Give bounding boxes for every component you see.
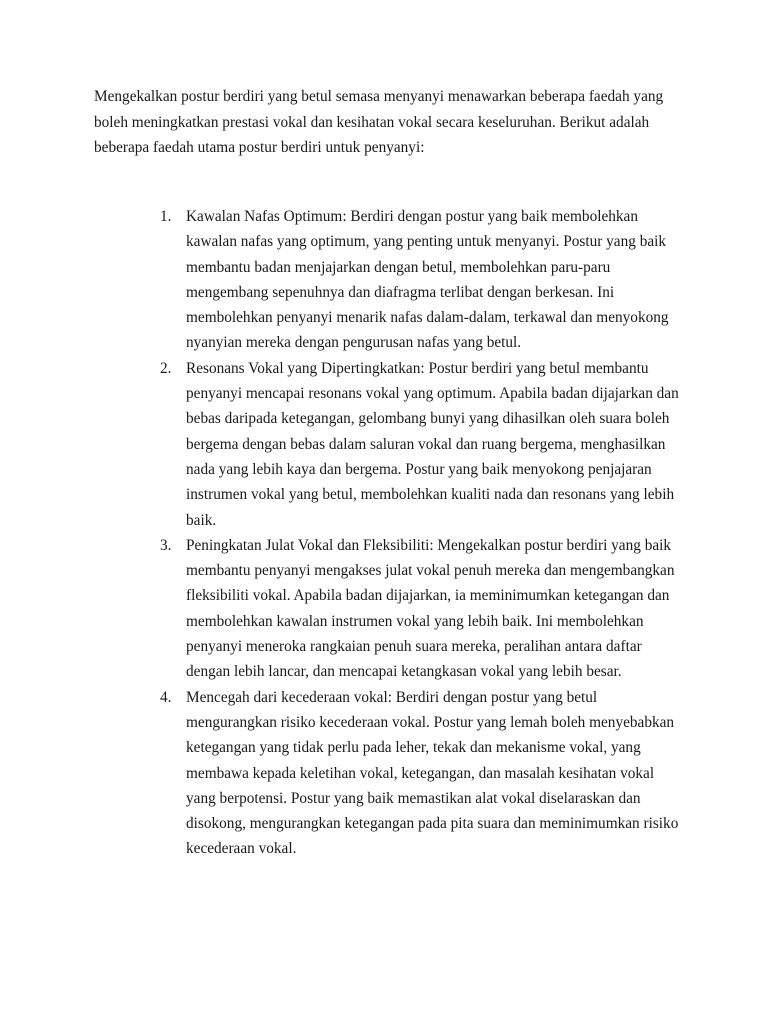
list-item-number: 2. <box>160 359 172 377</box>
intro-paragraph: Mengekalkan postur berdiri yang betul semasa menyanyi menawarkan beberapa faedah yang boleh meningkatkan prestasi vokal dan kesihatan vokal secara keseluruhan. Berikut adalah beberapa faedah utama postur berdiri untuk penyanyi: <box>94 88 664 156</box>
list-item-text: Peningkatan Julat Vokal dan Fleksibiliti: Mengekalkan postur berdiri yang baik membantu penyanyi mengakses julat vokal penuh mereka dan mengembangkan fleksibiliti vokal. Apabila badan dijajarkan, ia meminimumkan ketegangan dan membolehkan kawalan instrumen vokal yang lebih baik. Ini membolehkan penyanyi meneroka rangkaian penuh suara mereka, peralihan antara daftar dengan lebih lancar, dan mencapai ketangkasan vokal yang lebih besar. <box>186 536 675 681</box>
list-item-number: 4. <box>160 688 172 706</box>
list-item-number: 1. <box>160 208 172 225</box>
list-item-text: Resonans Vokal yang Dipertingkatkan: Postur berdiri yang betul membantu penyanyi mencapai resonans vokal yang optimum. Apabila badan dijajarkan dan bebas daripada ketegangan, gelombang bunyi yang dihasilkan oleh suara boleh bergema dengan bebas dalam saluran vokal dan ruang bergema, menghasilkan nada yang lebih kaya dan bergema. Postur yang baik menyokong penjajaran instrumen vokal yang betul, membolehkan kualiti nada dan resonans yang lebih baik. <box>186 359 679 529</box>
list-item-number: 3. <box>160 536 172 554</box>
list-item-text: Mencegah dari kecederaan vokal: Berdiri dengan postur yang betul mengurangkan risiko kecederaan vokal. Postur yang lemah boleh menyebabkan ketegangan yang tidak perlu pada leher, tekak dan mekanisme vokal, yang membawa kepada keletihan vokal, ketegangan, dan masalah kesihatan vokal yang berpotensi. Postur yang baik memastikan alat vokal diselaraskan dan disokong, mengurangkan ketegangan pada pita suara dan meminimumkan risiko kecederaan vokal. <box>186 688 679 858</box>
list-item <box>160 685 684 862</box>
list-item-text: Kawalan Nafas Optimum: Berdiri dengan postur yang baik membolehkan kawalan nafas yang optimum, yang penting untuk menyanyi. Postur yang baik membantu badan menjajarkan dengan betul, membolehkan paru-paru mengembang sepenuhnya dan diafragma terlibat dengan berkesan. Ini membolehkan penyanyi menarik nafas dalam-dalam, terkawal dan menyokong nyanyian mereka dengan pengurusan nafas yang betul. <box>186 208 669 352</box>
list-item <box>160 533 684 685</box>
list-item <box>160 356 684 533</box>
list-item <box>160 204 684 356</box>
benefit-list <box>160 204 684 862</box>
